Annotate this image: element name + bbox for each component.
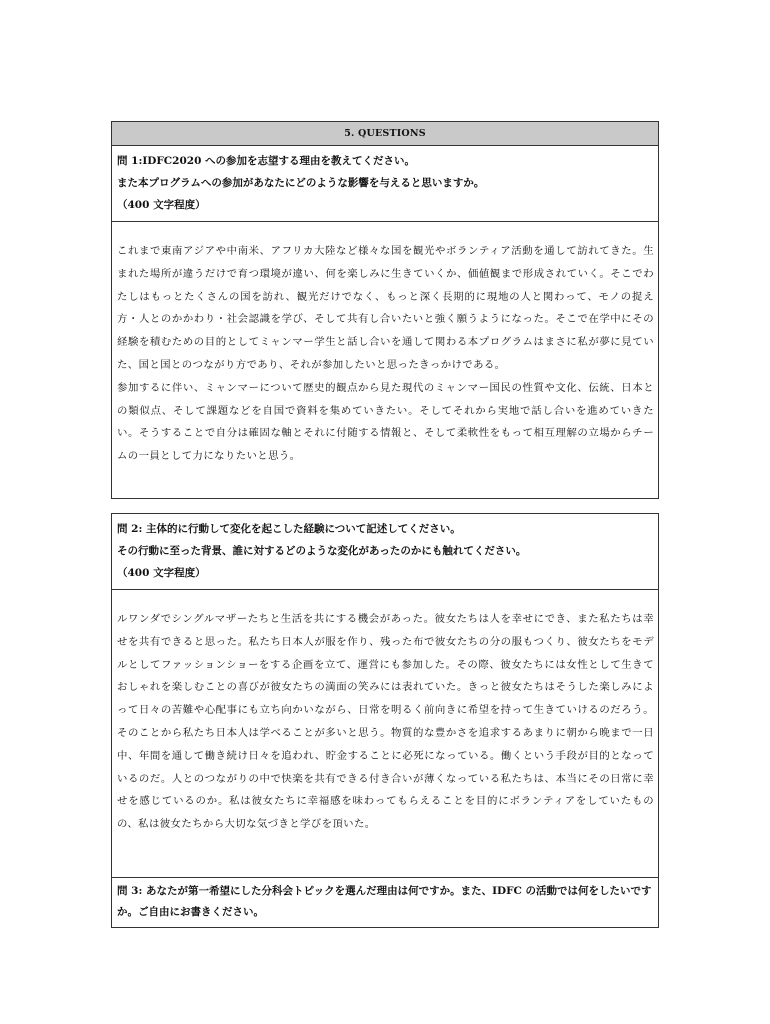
question-1-line-3: （400 文字程度） (117, 199, 206, 211)
question-2 (112, 514, 658, 590)
question-3-text: 問 3: あなたが第一希望にした分科会トピックを選んだ理由は何ですか。また、IDFC の活動では何をしたいですか。ご自由にお書きください。 (117, 885, 652, 918)
answer-1-paragraph-2: 参加するに伴い、ミャンマーについて歴史的観点から見た現代のミャンマー国民の性質や文化、伝統、日本との類似点、そして課題などを自国で資料を集めていきたい。そしてそれから実地で話し合いを進めていきたい。そうすることで自分は確固な軸とそれに付随する情報と、そして柔軟性をもって相互理解の立場からチームの一員として力になりたいと思う。 (117, 381, 654, 463)
answer-1-paragraph-1: これまで東南アジアや中南米、アフリカ大陸など様々な国を観光やボランティア活動を通して訪れてきた。生まれた場所が違うだけで育つ環境が違い、何を楽しみに生きていくか、価値観まで形成されていく。そこでわたしはもっとたくさんの国を訪れ、観光だけでなく、もっと深く長期的に現地の人と関わって、モノの捉え方・人とのかかわり・社会認識を学び、そして共有し合いたいと強く願うようになった。そこで在学中にその経験を積むための目的としてミャンマー学生と話し合いを通して関わる本プログラムはまさに私が夢に見ていた、国と国とのつながり方であり、それが参加したいと思ったきっかけである。 (117, 245, 654, 371)
questions-table-1 (111, 121, 659, 499)
question-2-line-3: （400 文字程度） (117, 567, 206, 579)
question-2-line-1: 問 2: 主体的に行動して変化を起こした経験について記述してください。 (117, 523, 461, 535)
section-title: 5. QUESTIONS (112, 122, 658, 146)
answer-2 (112, 590, 658, 877)
question-1-line-2: また本プログラムへの参加があなたにどのような影響を与えると思いますか。 (117, 177, 485, 189)
question-3 (112, 877, 658, 927)
questions-table-2 (111, 513, 659, 928)
question-1 (112, 146, 658, 222)
answer-2-paragraph-1: ルワンダでシングルマザーたちと生活を共にする機会があった。彼女たちは人を幸せにでき、また私たちは幸せを共有できると思った。私たち日本人が服を作り、残った布で彼女たちの分の服もつくり、彼女たちをモデルとしてファッションショーをする企画を立て、運営にも参加した。その際、彼女たちには女性として生きておしゃれを楽しむことの喜びが彼女たちの満面の笑みには表れていた。きっと彼女たちはそうした楽しみによって日々の苦難や心配事にも立ち向かいながら、日常を明るく前向きに希望を持って生きていけるのだろう。そのことから私たち日本人は学べることが多いと思う。物質的な豊かさを追求するあまりに朝から晩まで一日中、年間を通して働き続け日々を追われ、貯金することに必死になっている。働くという手段が目的となっているのだ。人とのつながりの中で快楽を共有できる付き合いが薄くなっている私たちは、本当にその日常に幸せを感じているのか。私は彼女たちに幸福感を味わってもらえることを目的にボランティアをしていたものの、私は彼女たちから大切な気づきと学びを頂いた。 (117, 613, 654, 831)
answer-1 (112, 222, 658, 498)
question-2-line-2: その行動に至った背景、誰に対するどのような変化があったのかにも触れてください。 (117, 545, 527, 557)
question-1-line-1: 問 1:IDFC2020 への参加を志望する理由を教えてください。 (117, 155, 416, 167)
